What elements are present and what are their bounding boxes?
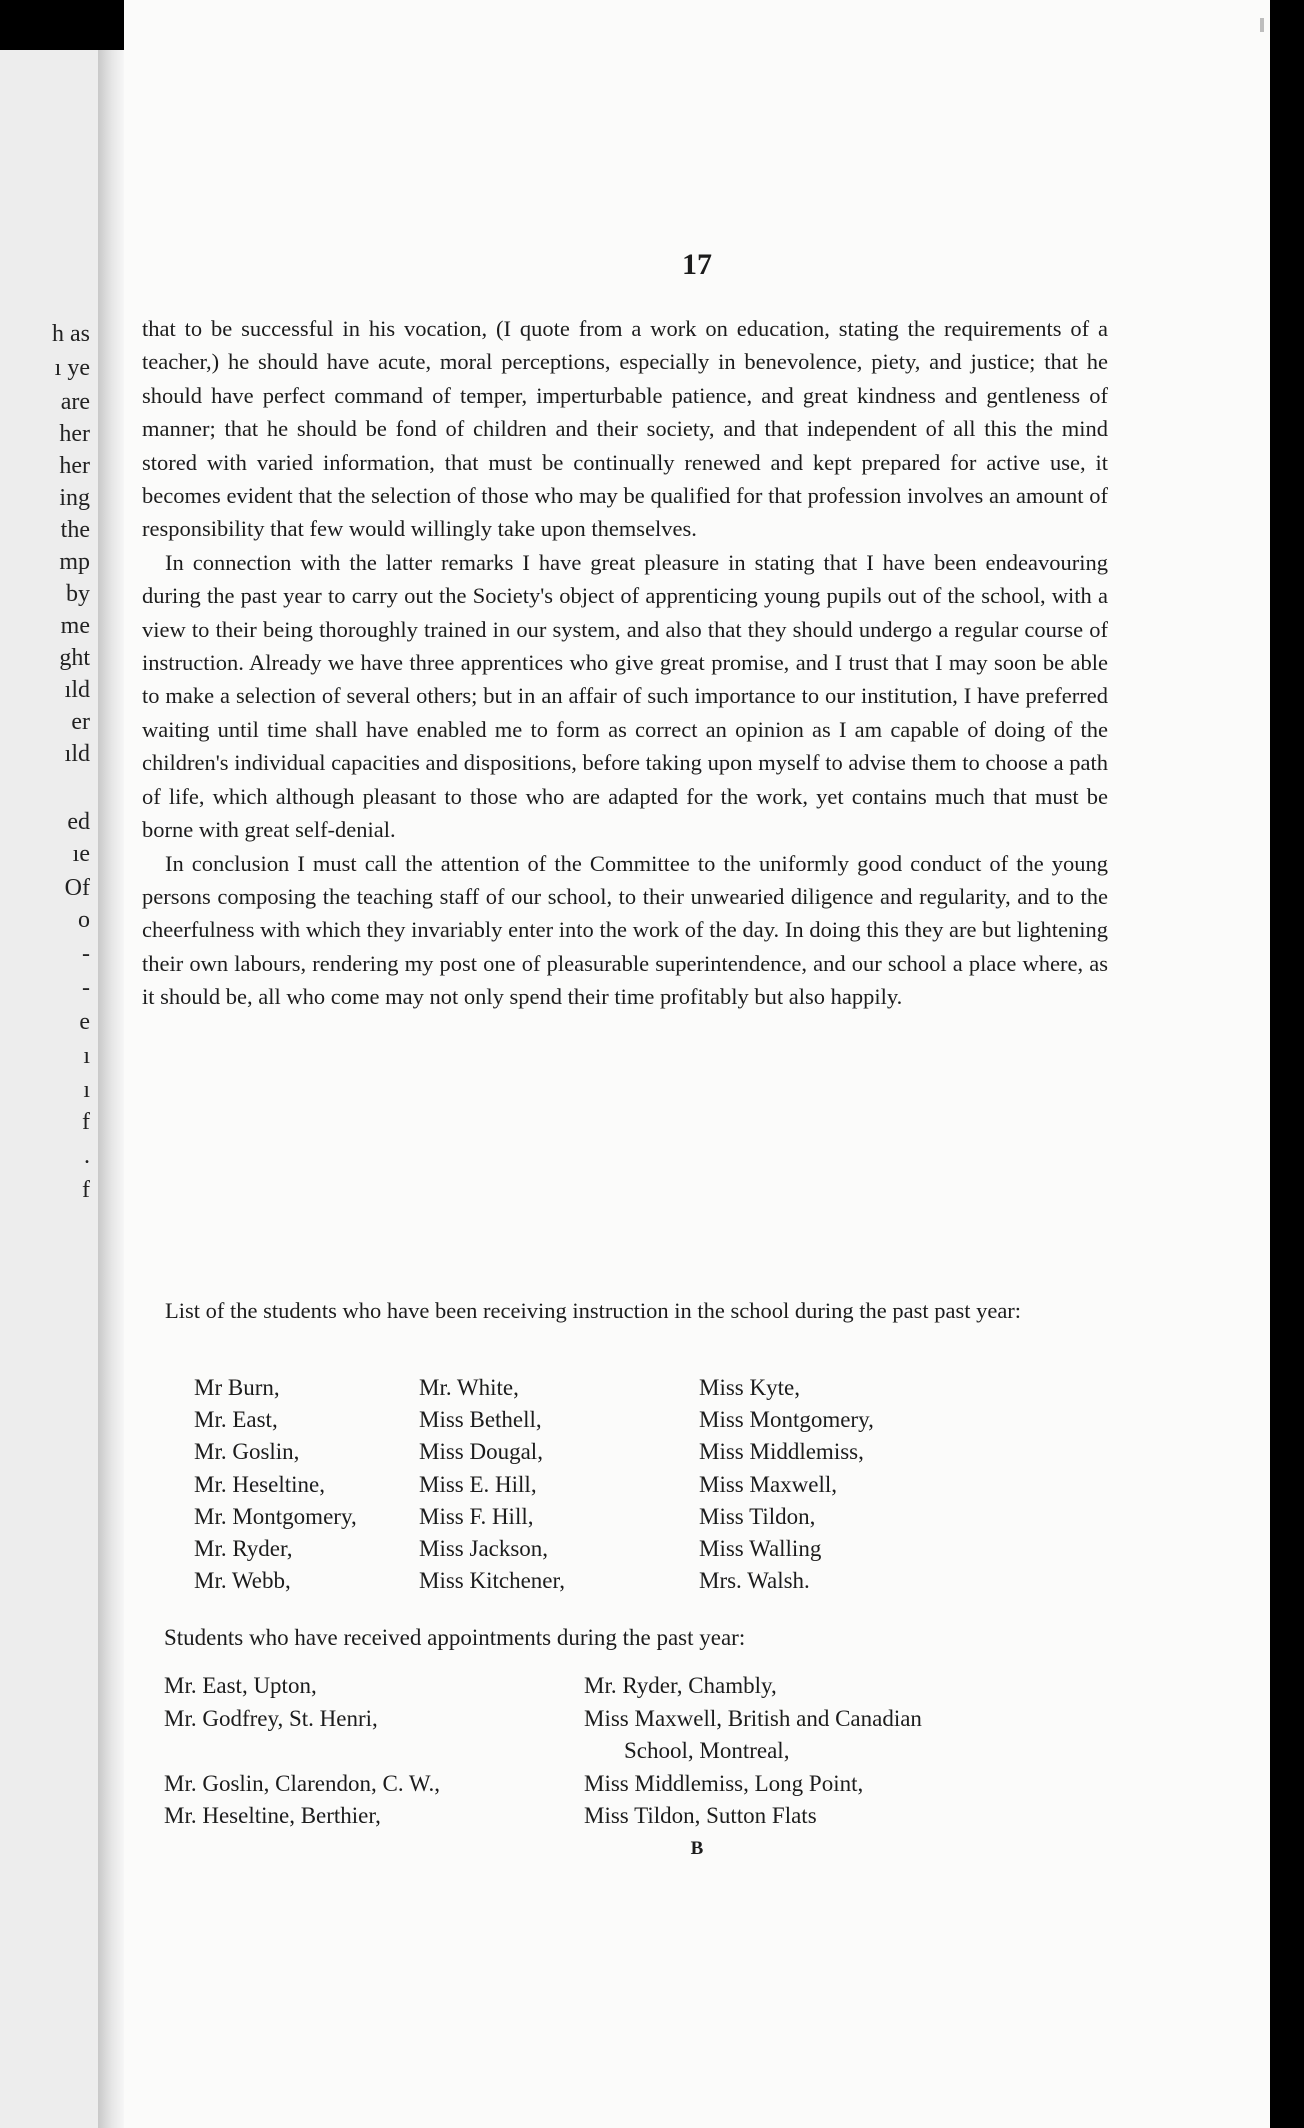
appointment-entry: Mr. Ryder, Chambly, — [584, 1673, 777, 1698]
book-page — [124, 0, 1270, 2128]
facing-page-fragment: . — [84, 1143, 90, 1169]
facing-page-fragment: me — [60, 613, 90, 639]
paragraph: In conclusion I must call the attention of the Committee to the uniformly good conduct of the young persons composing the teaching staff of our school, to their unwearied diligence and regularity, and to the cheerfulness with which they invariably enter into the work of the day. In doing this they are but lightening their own labours, rendering my post one of pleasurable superintendence, and our school a place where, as it should be, all who come may not only spend their time profitably but also happily. — [142, 850, 1108, 1010]
facing-page-fragment: are — [60, 389, 90, 415]
paragraph: In connection with the latter remarks I have great pleasure in stating that I have been endeavouring during the past year to carry out the Society's object of apprenticing young pupils out of the school, with a view to their being thoroughly trained in our system, and also that they should undergo a regular course of instruction. Already we have three apprentices who give great promise, and I trust that I may soon be able to make a selection of several others; but in an affair of such importance to our institution, I have preferred waiting until time shall have enabled me to form as correct an opinion as I am capable of doing of the children's individual capacities and dispositions, before taking upon myself to advise them to choose a path of life, which although pleasant to those who are adapted for the work, yet contains much that must be borne with great self-denial. — [142, 549, 1108, 843]
facing-page-fragment: her — [59, 453, 90, 479]
student-name: Miss Kyte, — [699, 1375, 800, 1400]
student-name: Miss Jackson, — [419, 1535, 549, 1561]
facing-page-fragment: ght — [59, 645, 90, 671]
facing-page-fragment: the — [60, 517, 90, 543]
scan-artifact — [1260, 18, 1264, 32]
facing-page-fragment: h as — [52, 321, 90, 347]
students-column — [419, 1372, 565, 1597]
facing-page-fragment: ed — [67, 809, 90, 835]
facing-page-fragment: o — [78, 907, 90, 933]
student-name: Miss E. Hill, — [419, 1471, 537, 1497]
appointment-entry: Mr. East, Upton, — [164, 1673, 317, 1698]
facing-page-fragment: - — [82, 941, 90, 967]
student-name: Mr Burn, — [194, 1375, 280, 1400]
paragraph: that to be successful in his vocation, (I quote from a work on education, stating the requirements of a teacher,) he should have acute, moral perceptions, especially in benevolence, piety, and justice; that he should have perfect command of temper, imperturbable patience, and great kindness and gentleness of manner; that he should be fond of children and their society, and that independent of all this the mind stored with varied information, that must be continually renewed and kept prepared for active use, it becomes evident that the selection of those who may be qualified for that profession involves an amount of responsibility that few would willingly take upon themselves. — [142, 316, 1108, 542]
student-name: Miss Maxwell, — [699, 1471, 837, 1497]
book-gutter — [98, 50, 124, 2128]
appointments-column — [164, 1670, 440, 1833]
facing-page-fragment: ing — [59, 485, 90, 511]
student-name: Miss Middlemiss, — [699, 1439, 864, 1465]
appointment-entry: Mr. Godfrey, St. Henri, — [164, 1705, 378, 1731]
facing-page-fragment: er — [71, 709, 90, 735]
appointment-entry: Mr. Goslin, Clarendon, C. W., — [164, 1770, 441, 1796]
body-text — [142, 312, 1108, 1014]
facing-page-fragment: f — [82, 1109, 90, 1135]
student-name: Miss Bethell, — [419, 1407, 542, 1433]
facing-page-fragment: mp — [59, 549, 90, 575]
student-name: Miss Tildon, — [699, 1503, 816, 1529]
facing-page-fragment: ı — [83, 1077, 90, 1103]
students-column — [699, 1372, 874, 1597]
facing-page-fragment: Of — [64, 875, 90, 901]
student-name: Miss Walling — [699, 1535, 822, 1561]
student-name: Mr. White, — [419, 1375, 519, 1400]
facing-page-fragment: her — [59, 421, 90, 447]
facing-page-fragment: by — [66, 581, 90, 607]
appointment-entry-continued: School, Montreal, — [624, 1738, 790, 1763]
student-name: Mr. Heseltine, — [194, 1471, 325, 1497]
page-number: 17 — [682, 248, 712, 281]
student-name: Mr. Ryder, — [194, 1535, 293, 1561]
student-name: Miss Dougal, — [419, 1439, 543, 1465]
appointments-heading: Students who have received appointments during the past year: — [164, 1625, 746, 1650]
facing-page-fragment: ıe — [72, 841, 90, 867]
appointment-entry: Mr. Heseltine, Berthier, — [164, 1803, 381, 1828]
student-name: Mrs. Walsh. — [699, 1568, 810, 1594]
student-name: Miss Montgomery, — [699, 1407, 874, 1433]
appointment-entry: Miss Middlemiss, Long Point, — [584, 1770, 864, 1796]
appointment-entry: Miss Tildon, Sutton Flats — [584, 1803, 817, 1828]
student-name: Mr. Webb, — [194, 1568, 291, 1594]
facing-page-fragment: ıld — [64, 677, 90, 703]
facing-page-fragment: - — [82, 975, 90, 1001]
students-column — [194, 1372, 357, 1597]
signature-mark: B — [690, 1838, 704, 1859]
appointments-column — [584, 1670, 922, 1833]
student-name: Mr. Montgomery, — [194, 1503, 357, 1529]
appointment-entry: Miss Maxwell, British and Canadian — [584, 1705, 922, 1731]
student-name: Miss F. Hill, — [419, 1503, 534, 1529]
students-list-intro: List of the students who have been receiving instruction in the school during the past past year: — [165, 1298, 1022, 1323]
student-name: Miss Kitchener, — [419, 1568, 565, 1594]
student-name: Mr. Goslin, — [194, 1439, 300, 1465]
facing-page-fragment: ıld — [64, 741, 90, 767]
facing-page-fragment: ı ye — [54, 355, 90, 381]
facing-page-edge — [0, 50, 98, 2128]
facing-page-fragment: e — [79, 1009, 90, 1035]
appointment-spacer — [164, 1735, 440, 1768]
facing-page-fragment: f — [82, 1177, 90, 1203]
facing-page-fragment: ı — [83, 1043, 90, 1069]
student-name: Mr. East, — [194, 1407, 278, 1433]
